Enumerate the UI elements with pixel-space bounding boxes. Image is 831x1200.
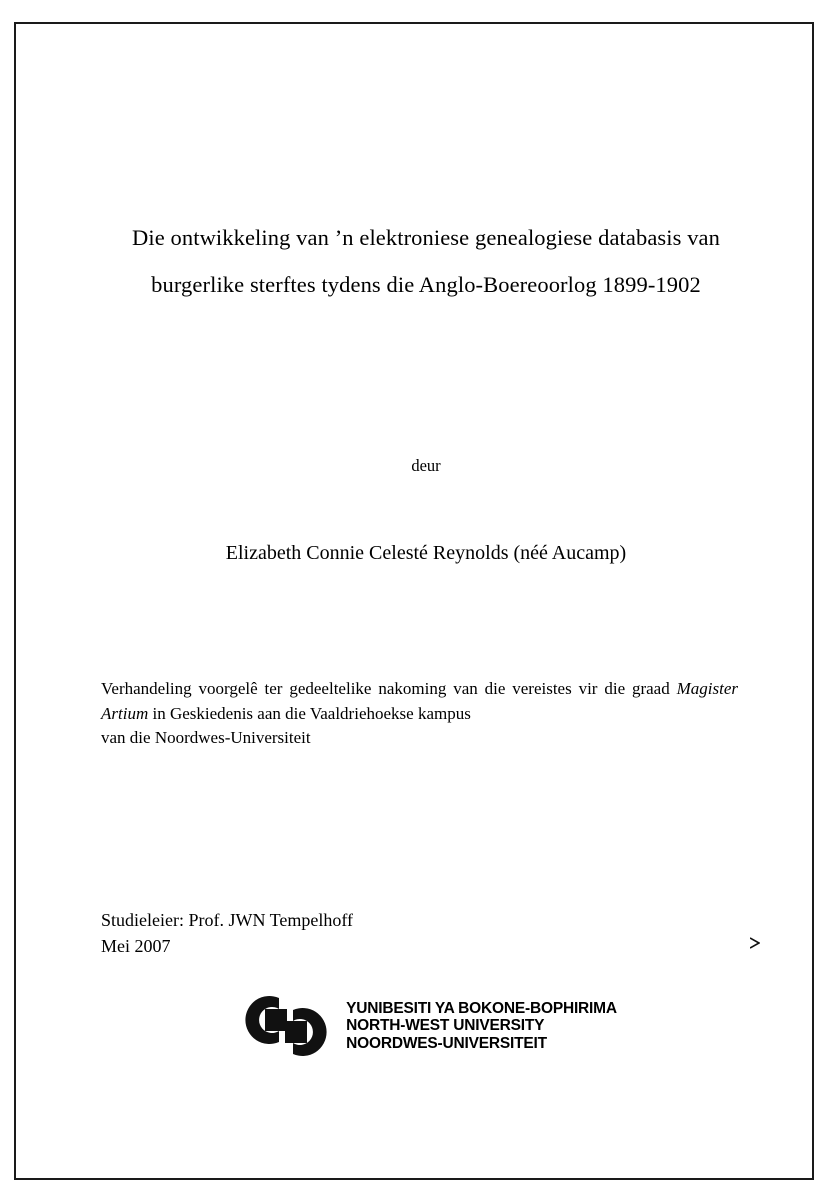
title-line-1: Die ontwikkeling van ’n elektroniese genealogiese databasis van	[132, 225, 720, 250]
title-line-2: burgerlike sterftes tydens die Anglo-Boereoorlog 1899-1902	[151, 272, 701, 297]
supervisor-line: Studieleier: Prof. JWN Tempelhoff	[101, 910, 354, 930]
author-name: Elizabeth Connie Celesté Reynolds (néé Aucamp)	[225, 542, 627, 564]
page-content	[101, 24, 751, 1178]
supervisor-block	[101, 907, 751, 959]
handwritten-mark-icon	[750, 935, 760, 951]
logo-text	[346, 1000, 617, 1053]
university-logo	[101, 990, 751, 1062]
statement-part-1: Verhandeling voorgelê ter gedeeltelike nakoming van die vereistes vir die graad	[101, 679, 677, 698]
statement-degree-emphasis: Magister Artium	[101, 679, 738, 723]
date-text: Mei 2007	[101, 936, 171, 956]
statement-part-3: van die Noordwes-Universiteit	[101, 728, 311, 747]
logo-line-2: NORTH-WEST UNIVERSITY	[346, 1017, 545, 1035]
byline-label: deur	[411, 456, 441, 475]
north-west-university-logo-mark-icon	[235, 990, 340, 1062]
degree-statement	[101, 677, 738, 751]
page-border	[14, 22, 814, 1180]
page-title	[101, 214, 751, 308]
date-line	[101, 933, 751, 959]
logo-line-1: YUNIBESITI YA BOKONE-BOPHIRIMA	[346, 999, 617, 1017]
logo-line-3: NOORDWES-UNIVERSITEIT	[346, 1034, 547, 1052]
logo-inner	[235, 990, 617, 1062]
statement-part-2: in Geskiedenis aan die Vaaldriehoekse kampus	[148, 703, 471, 723]
